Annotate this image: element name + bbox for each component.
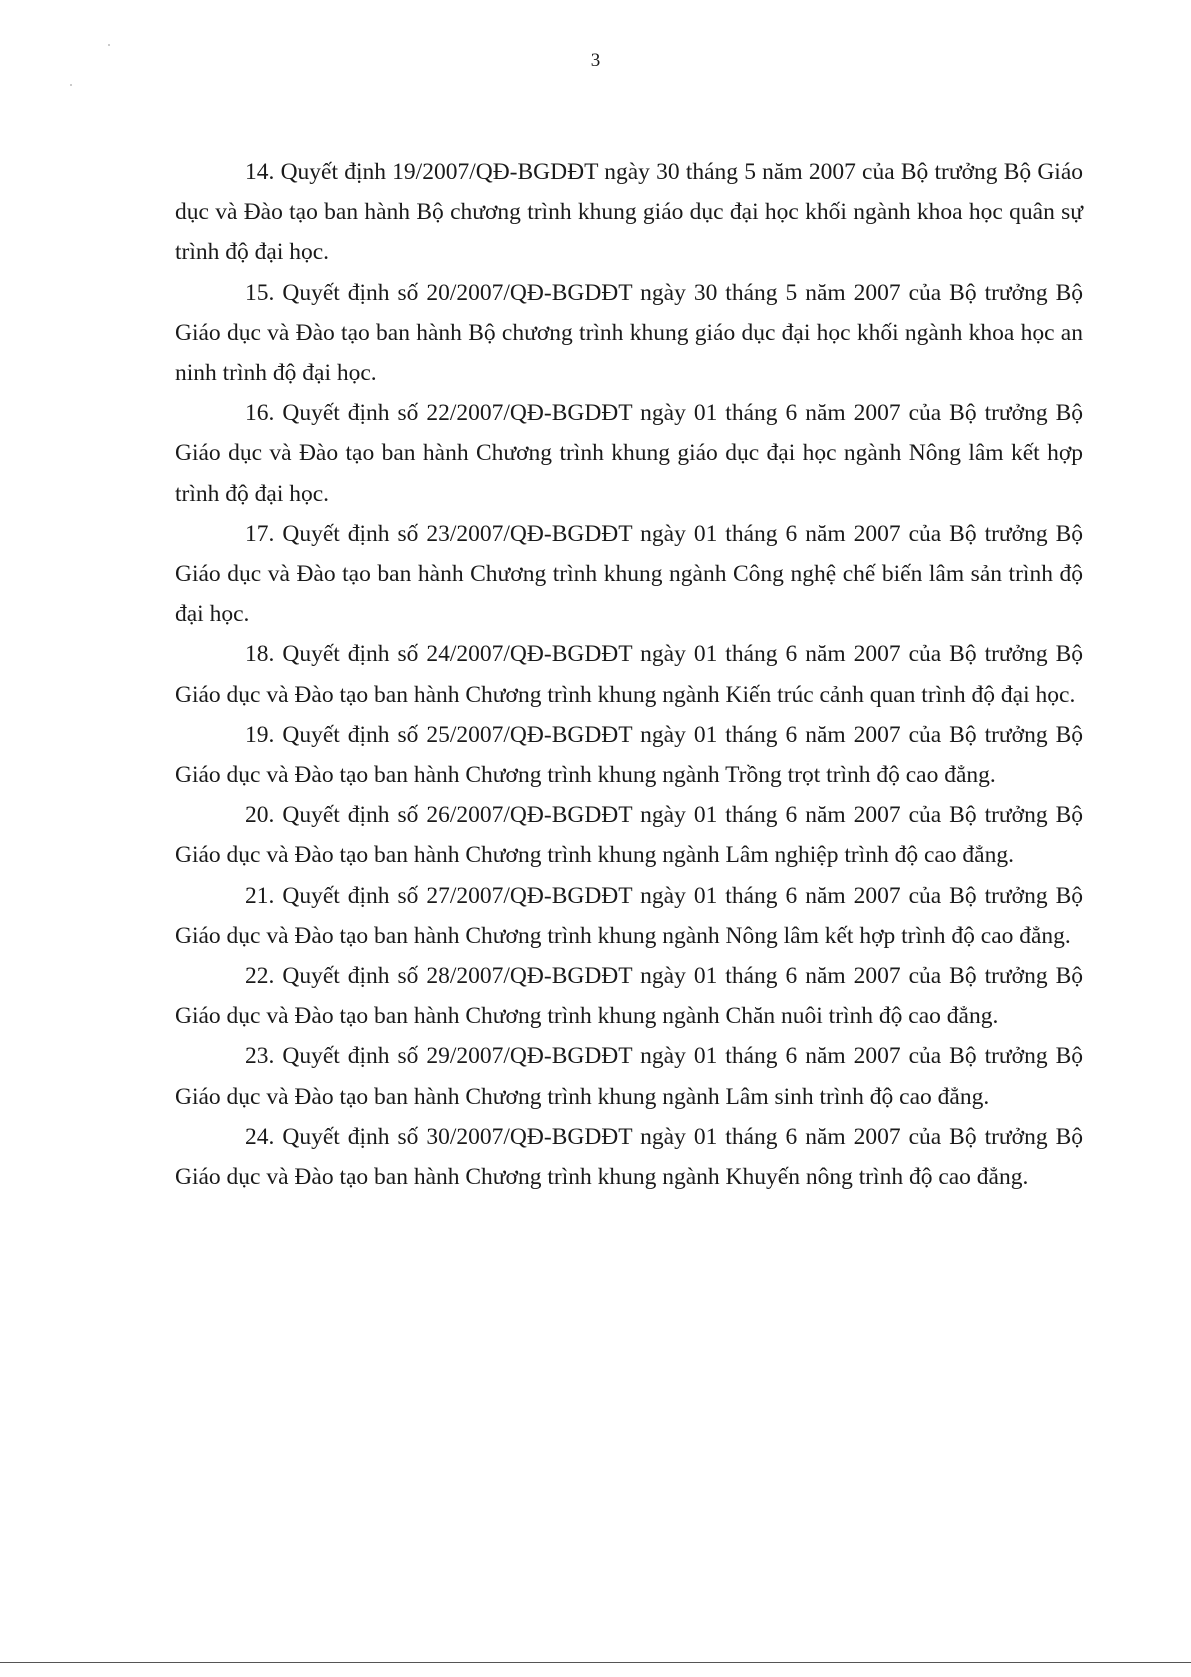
decision-item-15: 15. Quyết định số 20/2007/QĐ-BGDĐT ngày 30 tháng 5 năm 2007 của Bộ trưởng Bộ Giáo dục và Đào tạo ban hành Bộ chương trình khung giáo dục đại học khối ngành khoa học an ninh trình độ đại học. — [175, 279, 1083, 387]
decision-item-23: 23. Quyết định số 29/2007/QĐ-BGDĐT ngày 01 tháng 6 năm 2007 của Bộ trưởng Bộ Giáo dục và Đào tạo ban hành Chương trình khung ngành Lâm sinh trình độ cao đẳng. — [175, 1043, 1083, 1110]
decision-item-24: 24. Quyết định số 30/2007/QĐ-BGDĐT ngày 01 tháng 6 năm 2007 của Bộ trưởng Bộ Giáo dục và Đào tạo ban hành Chương trình khung ngành Khuyến nông trình độ cao đẳng. — [175, 1123, 1083, 1191]
decision-item-21: 21. Quyết định số 27/2007/QĐ-BGDĐT ngày 01 tháng 6 năm 2007 của Bộ trưởng Bộ Giáo dục và Đào tạo ban hành Chương trình khung ngành Nông lâm kết hợp trình độ cao đẳng. — [175, 882, 1083, 949]
decision-item-20: 20. Quyết định số 26/2007/QĐ-BGDĐT ngày 01 tháng 6 năm 2007 của Bộ trưởng Bộ Giáo dục và Đào tạo ban hành Chương trình khung ngành Lâm nghiệp trình độ cao đẳng. — [175, 802, 1083, 869]
scan-speck — [108, 44, 110, 46]
decision-item-17: 17. Quyết định số 23/2007/QĐ-BGDĐT ngày 01 tháng 6 năm 2007 của Bộ trưởng Bộ Giáo dục và Đào tạo ban hành Chương trình khung ngành Công nghệ chế biến lâm sản trình độ đại học. — [175, 520, 1083, 628]
decision-item-16: 16. Quyết định số 22/2007/QĐ-BGDĐT ngày 01 tháng 6 năm 2007 của Bộ trưởng Bộ Giáo dục và Đào tạo ban hành Chương trình khung giáo dục đại học ngành Nông lâm kết hợp trình độ đại học. — [175, 400, 1083, 507]
page-number: 3 — [590, 50, 601, 71]
document-body — [175, 152, 1083, 1197]
decision-item-22: 22. Quyết định số 28/2007/QĐ-BGDĐT ngày 01 tháng 6 năm 2007 của Bộ trưởng Bộ Giáo dục và Đào tạo ban hành Chương trình khung ngành Chăn nuôi trình độ cao đẳng. — [175, 963, 1083, 1030]
decision-item-19: 19. Quyết định số 25/2007/QĐ-BGDĐT ngày 01 tháng 6 năm 2007 của Bộ trưởng Bộ Giáo dục và Đào tạo ban hành Chương trình khung ngành Trồng trọt trình độ cao đẳng. — [175, 721, 1083, 789]
scan-speck — [70, 84, 72, 86]
decision-item-14: 14. Quyết định 19/2007/QĐ-BGDĐT ngày 30 tháng 5 năm 2007 của Bộ trưởng Bộ Giáo dục và Đào tạo ban hành Bộ chương trình khung giáo dục đại học khối ngành khoa học quân sự trình độ đại học. — [175, 159, 1083, 266]
scan-edge-line — [0, 1662, 1191, 1663]
decision-item-18: 18. Quyết định số 24/2007/QĐ-BGDĐT ngày 01 tháng 6 năm 2007 của Bộ trưởng Bộ Giáo dục và Đào tạo ban hành Chương trình khung ngành Kiến trúc cảnh quan trình độ đại học. — [175, 641, 1083, 708]
